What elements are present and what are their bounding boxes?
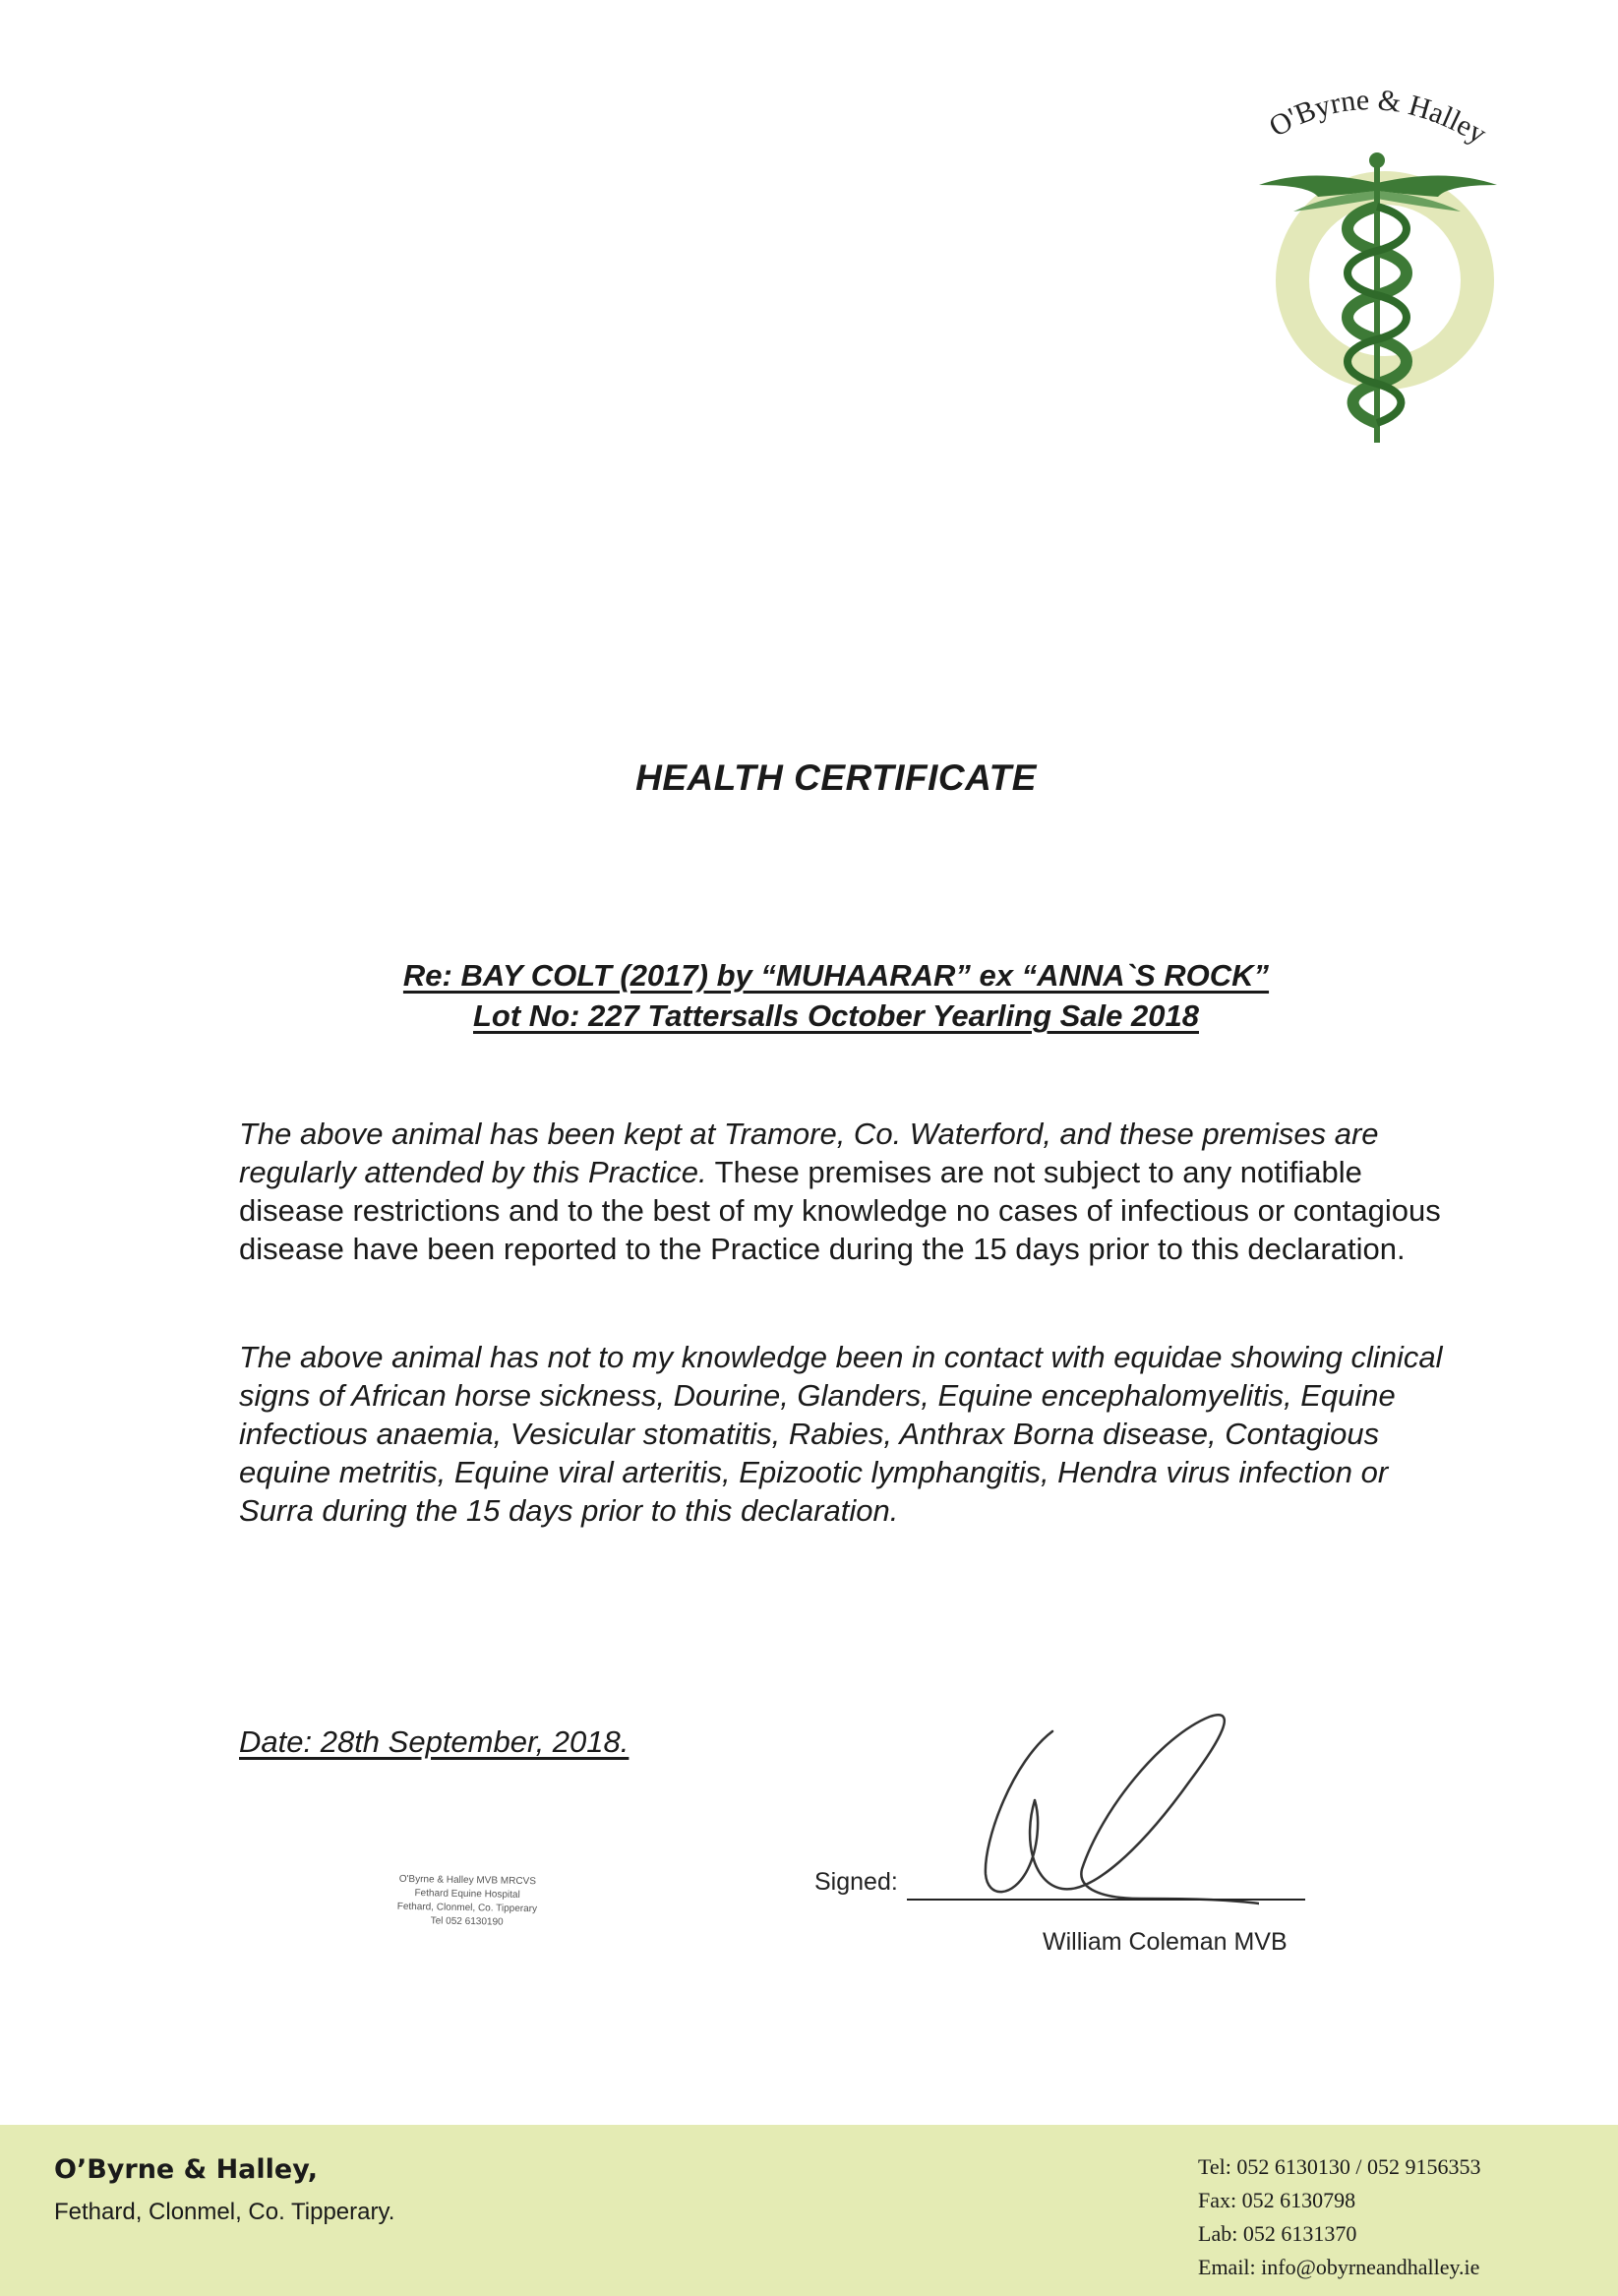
re-line-horse: Re: BAY COLT (2017) by “MUHAARAR” ex “ANNA`S ROCK” — [402, 958, 1270, 993]
paragraph-contact: The above animal has not to my knowledge been in contact with equidae showing clinical signs of African horse sickness, Dourine, Glanders, Equine encephalomyelitis, Equine infectious anaemia, Vesicular stomatitis, Rabies, Anthrax Borna disease, Contagious equine metritis, Equine viral arteritis, Epizootic lymphangitis, Hendra virus infection or Surra during the 15 days prior to this declaration. — [239, 1340, 1443, 1528]
stamp-line: O'Byrne & Halley MVB MRCVS — [398, 1873, 537, 1888]
paragraph-premises-italic: The above animal has been kept at Tramore, Co. Waterford, and these premises are regularly attended by this Practice. — [239, 1117, 1379, 1189]
stamp-line: Fethard, Clonmel, Co. Tipperary — [396, 1901, 538, 1915]
footer-address: Fethard, Clonmel, Co. Tipperary. — [54, 2199, 395, 2225]
certificate-date: Date: 28th September, 2018. — [239, 1724, 629, 1759]
logo-text: O'Byrne & Halley — [1263, 84, 1492, 151]
handwritten-signature — [944, 1702, 1259, 1918]
document-title: HEALTH CERTIFICATE — [635, 757, 1037, 798]
logo — [1220, 69, 1544, 462]
footer-practice-name: O’Byrne & Halley, — [54, 2154, 318, 2185]
footer-email[interactable]: Email: info@obyrneandhalley.ie — [1198, 2255, 1480, 2279]
footer-lab: Lab: 052 6131370 — [1198, 2221, 1357, 2246]
stamp-line: Fethard Equine Hospital — [414, 1888, 520, 1901]
paragraph-premises-rest: These premises are not subject to any notifiable disease restrictions and to the best of my knowledge no cases of infectious or contagious disease have been reported to the Practice during the 15 days prior to this declaration. — [239, 1155, 1441, 1266]
practice-stamp — [369, 1872, 567, 1930]
footer-fax: Fax: 052 6130798 — [1198, 2188, 1356, 2212]
signer-name: William Coleman MVB — [1043, 1928, 1288, 1956]
signed-label: Signed: — [814, 1868, 898, 1896]
signature-line — [907, 1899, 1305, 1901]
re-line-lot: Lot No: 227 Tattersalls October Yearling Sale 2018 — [473, 998, 1199, 1033]
stamp-line: Tel 052 6130190 — [430, 1915, 504, 1928]
footer-tel: Tel: 052 6130130 / 052 9156353 — [1198, 2154, 1481, 2179]
footer-contacts — [1198, 2150, 1481, 2284]
paragraph-premises — [239, 1115, 1459, 1268]
footer-band — [0, 2125, 1618, 2296]
